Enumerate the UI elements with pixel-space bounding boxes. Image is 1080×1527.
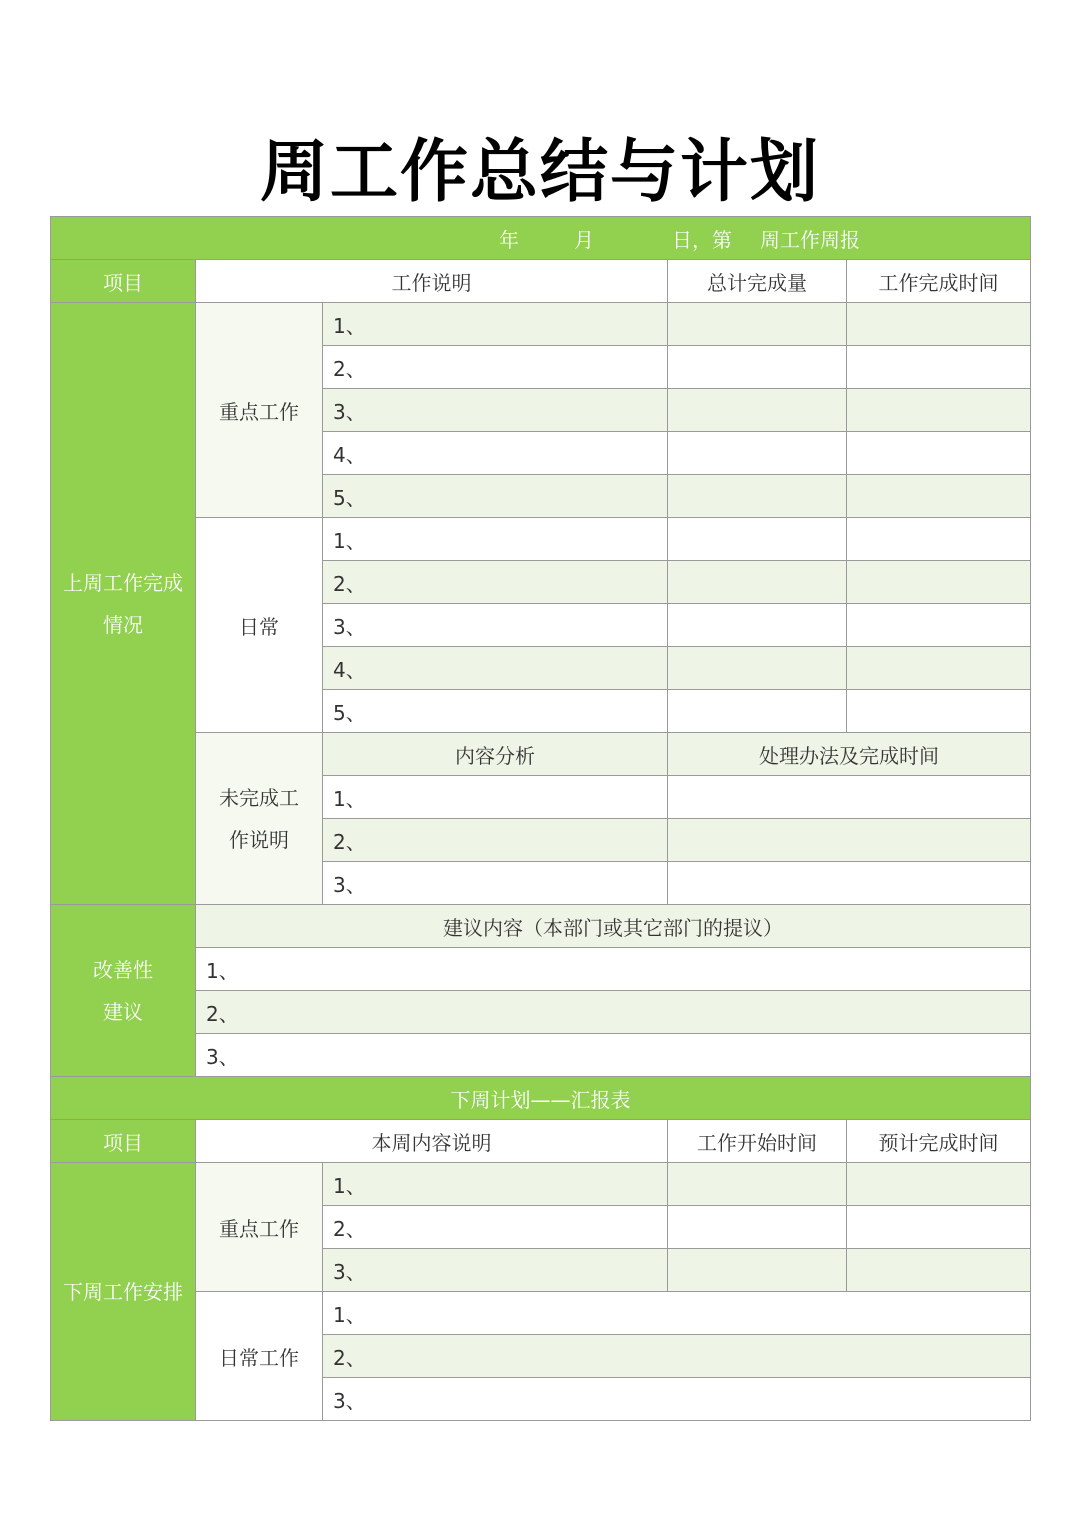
daily-total-4[interactable] <box>668 647 847 690</box>
next-daily-item-2[interactable]: 2、 <box>323 1335 1031 1378</box>
key-work-total-2[interactable] <box>668 346 847 389</box>
table-row <box>51 1163 1031 1206</box>
column-content-analysis: 内容分析 <box>323 733 668 776</box>
unfinished-item-3[interactable]: 3、 <box>323 862 668 905</box>
next-column-item: 项目 <box>51 1120 196 1163</box>
next-key-work-item-3[interactable]: 3、 <box>323 1249 668 1292</box>
column-item: 项目 <box>51 260 196 303</box>
date-month-label: 月 <box>574 227 594 252</box>
suggestion-header: 建议内容（本部门或其它部门的提议） <box>196 905 1031 948</box>
table-row <box>51 1034 1031 1077</box>
table-row <box>51 905 1031 948</box>
date-header <box>51 217 1031 260</box>
key-work-total-4[interactable] <box>668 432 847 475</box>
daily-item-3[interactable]: 3、 <box>323 604 668 647</box>
table-row <box>51 1292 1031 1335</box>
daily-time-1[interactable] <box>847 518 1031 561</box>
next-daily-item-3[interactable]: 3、 <box>323 1378 1031 1421</box>
next-column-expected-time: 预计完成时间 <box>847 1120 1031 1163</box>
key-work-item-5[interactable]: 5、 <box>323 475 668 518</box>
next-key-work-item-1[interactable]: 1、 <box>323 1163 668 1206</box>
key-work-total-3[interactable] <box>668 389 847 432</box>
suggestion-item-2[interactable]: 2、 <box>196 991 1031 1034</box>
table-row <box>51 518 1031 561</box>
table-row <box>51 733 1031 776</box>
table-row <box>51 303 1031 346</box>
unfinished-method-3[interactable] <box>668 862 1031 905</box>
next-week-banner-row <box>51 1077 1031 1120</box>
suggestion-item-1[interactable]: 1、 <box>196 948 1031 991</box>
suggestion-item-3[interactable]: 3、 <box>196 1034 1031 1077</box>
group-unfinished: 未完成工作说明 <box>196 733 323 905</box>
column-work-desc: 工作说明 <box>196 260 668 303</box>
date-day-week-label: 日，第 <box>672 227 732 252</box>
column-finish-time: 工作完成时间 <box>847 260 1031 303</box>
next-key-work-expected-2[interactable] <box>847 1206 1031 1249</box>
next-column-start-time: 工作开始时间 <box>668 1120 847 1163</box>
daily-item-5[interactable]: 5、 <box>323 690 668 733</box>
key-work-time-5[interactable] <box>847 475 1031 518</box>
key-work-total-5[interactable] <box>668 475 847 518</box>
date-week-report-label: 周工作周报 <box>760 227 860 252</box>
unfinished-method-2[interactable] <box>668 819 1031 862</box>
unfinished-item-2[interactable]: 2、 <box>323 819 668 862</box>
table-row <box>51 991 1031 1034</box>
weekly-report-table <box>50 216 1031 1421</box>
column-header-row <box>51 260 1031 303</box>
key-work-time-1[interactable] <box>847 303 1031 346</box>
group-daily: 日常 <box>196 518 323 733</box>
daily-time-2[interactable] <box>847 561 1031 604</box>
key-work-item-1[interactable]: 1、 <box>323 303 668 346</box>
next-key-work-expected-3[interactable] <box>847 1249 1031 1292</box>
next-week-banner: 下周计划——汇报表 <box>51 1077 1031 1120</box>
daily-total-1[interactable] <box>668 518 847 561</box>
daily-total-3[interactable] <box>668 604 847 647</box>
key-work-total-1[interactable] <box>668 303 847 346</box>
key-work-item-2[interactable]: 2、 <box>323 346 668 389</box>
next-group-daily: 日常工作 <box>196 1292 323 1421</box>
section-next-week: 下周工作安排 <box>51 1163 196 1421</box>
table-row <box>51 948 1031 991</box>
next-key-work-start-1[interactable] <box>668 1163 847 1206</box>
key-work-item-3[interactable]: 3、 <box>323 389 668 432</box>
next-group-key-work: 重点工作 <box>196 1163 323 1292</box>
next-column-header-row <box>51 1120 1031 1163</box>
column-total-amount: 总计完成量 <box>668 260 847 303</box>
daily-time-5[interactable] <box>847 690 1031 733</box>
group-key-work: 重点工作 <box>196 303 323 518</box>
daily-item-2[interactable]: 2、 <box>323 561 668 604</box>
section-last-week: 上周工作完成情况 <box>51 303 196 905</box>
next-daily-item-1[interactable]: 1、 <box>323 1292 1031 1335</box>
daily-total-2[interactable] <box>668 561 847 604</box>
daily-time-4[interactable] <box>847 647 1031 690</box>
next-key-work-item-2[interactable]: 2、 <box>323 1206 668 1249</box>
next-key-work-start-3[interactable] <box>668 1249 847 1292</box>
column-handling-method: 处理办法及完成时间 <box>668 733 1031 776</box>
next-key-work-expected-1[interactable] <box>847 1163 1031 1206</box>
page-title: 周工作总结与计划 <box>259 133 820 212</box>
daily-total-5[interactable] <box>668 690 847 733</box>
unfinished-item-1[interactable]: 1、 <box>323 776 668 819</box>
unfinished-method-1[interactable] <box>668 776 1031 819</box>
daily-item-4[interactable]: 4、 <box>323 647 668 690</box>
key-work-time-3[interactable] <box>847 389 1031 432</box>
key-work-time-4[interactable] <box>847 432 1031 475</box>
next-column-desc: 本周内容说明 <box>196 1120 668 1163</box>
daily-item-1[interactable]: 1、 <box>323 518 668 561</box>
key-work-item-4[interactable]: 4、 <box>323 432 668 475</box>
date-header-row <box>51 217 1031 260</box>
daily-time-3[interactable] <box>847 604 1031 647</box>
section-suggestion: 改善性建议 <box>51 905 196 1077</box>
date-year-label: 年 <box>499 227 519 252</box>
key-work-time-2[interactable] <box>847 346 1031 389</box>
next-key-work-start-2[interactable] <box>668 1206 847 1249</box>
